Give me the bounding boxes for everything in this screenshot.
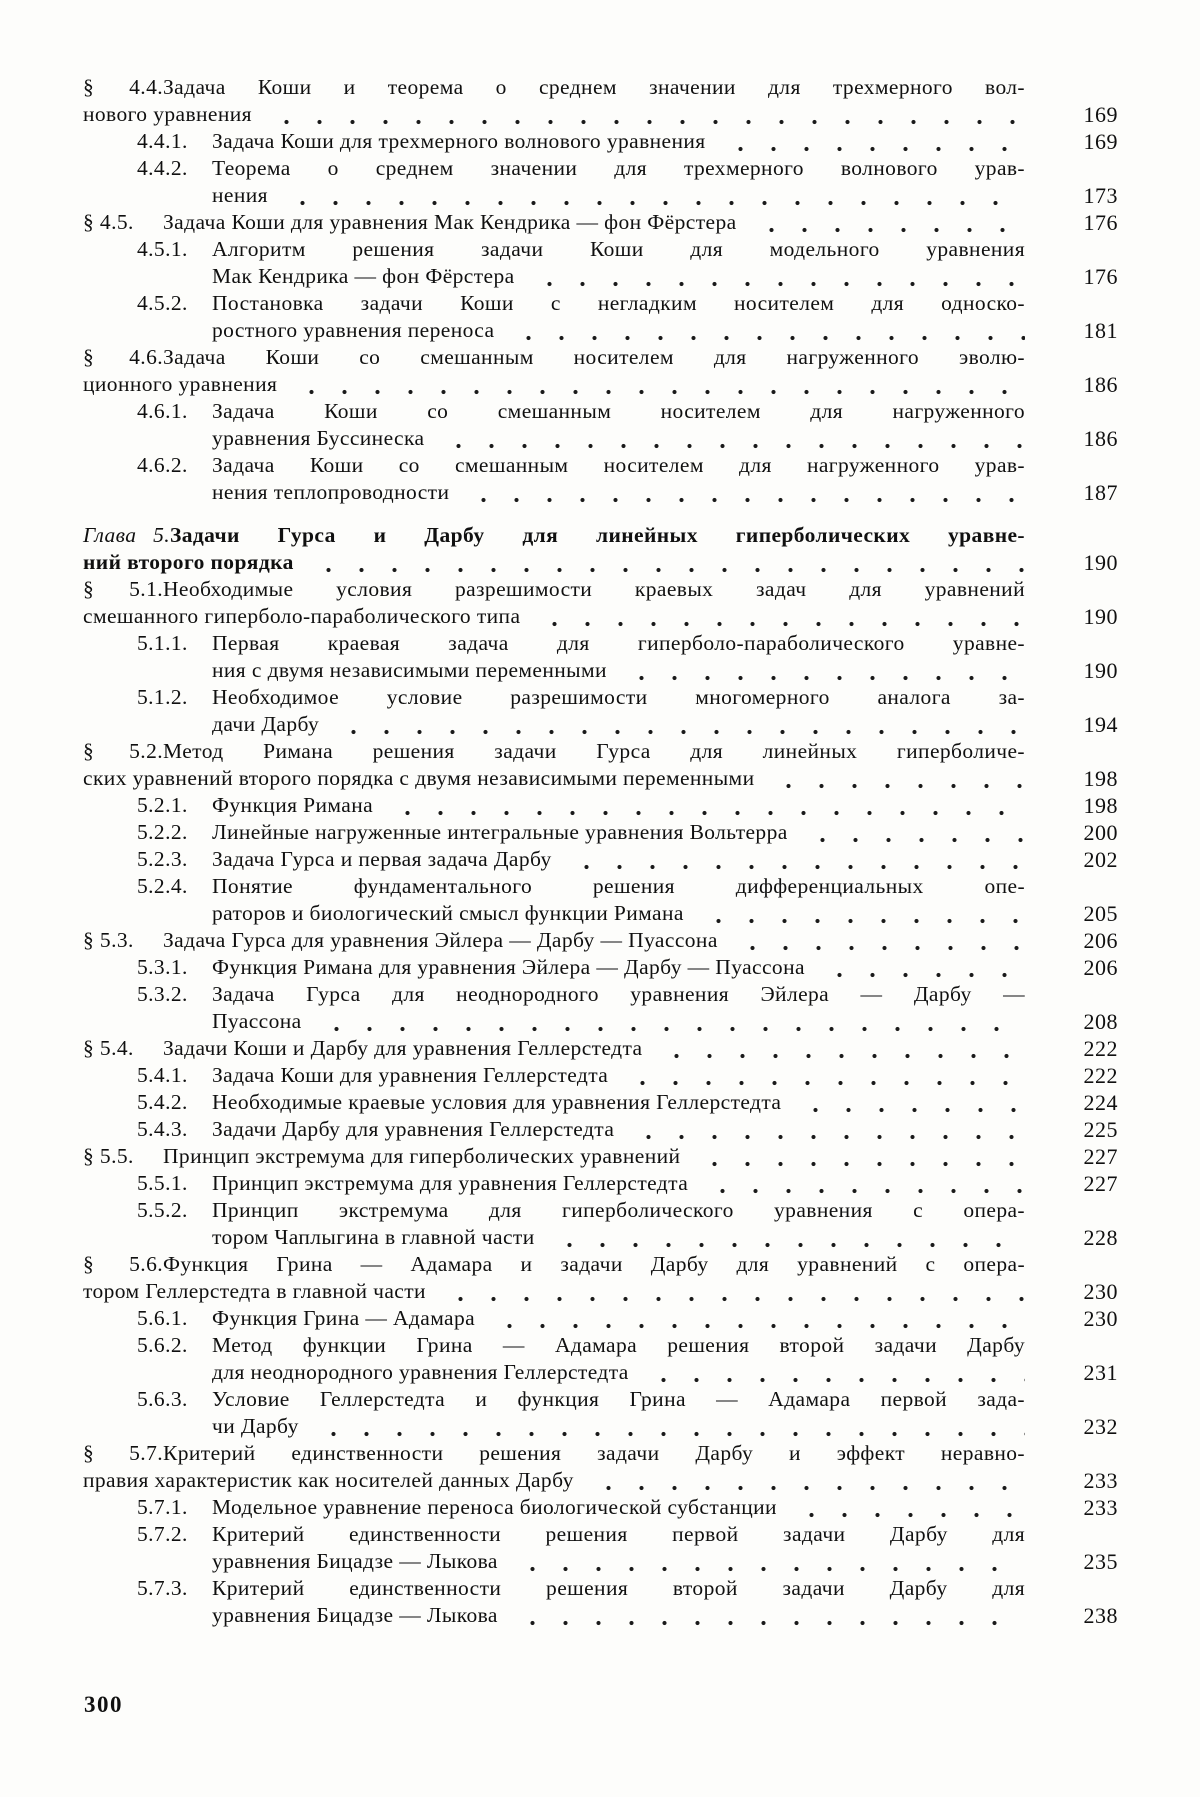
toc-entry-text: Задача Гурса для уравнения Эйлера — Дарбу — Пуассона xyxy=(163,928,718,952)
toc-entry xyxy=(83,522,1118,576)
toc-entry-number: 5.7.3. xyxy=(137,1576,188,1600)
toc-entry xyxy=(83,1494,1118,1521)
dot-leader xyxy=(726,927,1025,954)
toc-entry-page: 169 xyxy=(1083,102,1118,127)
dot-leader xyxy=(813,954,1025,981)
toc-entry xyxy=(83,236,1118,290)
toc-line xyxy=(83,846,1118,873)
toc-entry-number: 4.6.1. xyxy=(137,399,188,423)
toc-line xyxy=(83,1116,1118,1143)
toc-entry xyxy=(83,1386,1118,1440)
toc-line xyxy=(83,1602,1118,1629)
dot-leader xyxy=(785,1494,1025,1521)
toc-entry-page: 225 xyxy=(1083,1117,1118,1142)
toc-entry-text: Задачи Дарбу для уравнения Геллерстедта xyxy=(212,1117,615,1141)
toc-line xyxy=(83,711,1118,738)
toc-line xyxy=(83,155,1025,182)
toc-entry xyxy=(83,927,1118,954)
toc-entry-number: 5.3.1. xyxy=(137,955,188,979)
toc-entry-text: Функция Римана xyxy=(212,793,374,817)
toc-entry-text: Постановка задачи Коши с негладким носителем для односко- xyxy=(212,291,1025,315)
toc-line xyxy=(83,1089,1118,1116)
toc-line xyxy=(83,1008,1118,1035)
toc-entry-text: Модельное уравнение переноса биологической субстанции xyxy=(212,1495,777,1519)
toc-entry-text: Необходимое условие разрешимости многомерного аналога за- xyxy=(212,685,1025,709)
toc-entry-number: 5.6.1. xyxy=(137,1306,188,1330)
toc-entry-number: 5.5.2. xyxy=(137,1198,188,1222)
toc-entry-text: Задача Коши со смешанным носителем для нагруженного урав- xyxy=(212,453,1025,477)
toc-entry-page: 208 xyxy=(1083,1009,1118,1034)
toc-entry-page: 176 xyxy=(1083,210,1118,235)
toc-line xyxy=(83,1305,1118,1332)
toc-line xyxy=(83,657,1118,684)
toc-entry-text: нового уравнения xyxy=(83,102,252,126)
toc-entry xyxy=(83,1251,1118,1305)
toc-entry-page: 190 xyxy=(1083,658,1118,683)
toc-line xyxy=(83,1575,1025,1602)
dot-leader xyxy=(432,425,1025,452)
dot-leader xyxy=(310,1008,1025,1035)
dot-leader xyxy=(622,1116,1025,1143)
dot-leader xyxy=(714,128,1025,155)
toc-line xyxy=(83,479,1118,506)
toc-entry xyxy=(83,1062,1118,1089)
toc-entry-page: 205 xyxy=(1083,901,1118,926)
toc-entry-text: ния с двумя независимыми переменными xyxy=(212,658,607,682)
toc-entry-text: Критерий единственности решения задачи Дарбу и эффект неравно- xyxy=(163,1441,1025,1465)
dot-leader xyxy=(523,263,1025,290)
toc-entry-page: 176 xyxy=(1083,264,1118,289)
toc-entry xyxy=(83,1521,1118,1575)
folio-page-number: 300 xyxy=(84,1692,123,1717)
dot-leader xyxy=(528,603,1025,630)
toc-entry-number: 4.5.2. xyxy=(137,291,188,315)
toc-line xyxy=(83,603,1118,630)
toc-entry-number: 5.4.2. xyxy=(137,1090,188,1114)
toc-entry-number: 4.4.1. xyxy=(137,129,188,153)
toc-line xyxy=(83,954,1118,981)
toc-line xyxy=(83,1224,1118,1251)
toc-line xyxy=(83,522,1025,549)
dot-leader xyxy=(762,765,1025,792)
toc-entry-page: 230 xyxy=(1083,1306,1118,1331)
toc-line xyxy=(83,128,1118,155)
toc-line xyxy=(83,738,1025,765)
toc-entry-page: 202 xyxy=(1083,847,1118,872)
toc-entry-text: Задачи Гурса и Дарбу для линейных гиперболических уравне- xyxy=(170,523,1025,547)
toc-entry-text: Критерий единственности решения второй задачи Дарбу для xyxy=(212,1576,1025,1600)
dot-leader xyxy=(615,657,1025,684)
toc-entry-page: 222 xyxy=(1083,1036,1118,1061)
toc-line xyxy=(83,398,1025,425)
toc-line xyxy=(83,182,1118,209)
toc-entry-page: 198 xyxy=(1083,793,1118,818)
dot-leader xyxy=(796,819,1025,846)
toc-line xyxy=(83,101,1118,128)
dot-leader xyxy=(692,900,1025,927)
toc-entry-text: Теорема о среднем значении для трехмерного волнового урав- xyxy=(212,156,1025,180)
toc-entry-number: § 5.6. xyxy=(83,1252,163,1276)
toc-entry-text: Принцип экстремума для гиперболических уравнений xyxy=(163,1144,681,1168)
toc-entry-text: для неоднородного уравнения Геллерстедта xyxy=(212,1360,629,1384)
toc-entry-text: Метод функции Грина — Адамара решения второй задачи Дарбу xyxy=(212,1333,1025,1357)
toc-entry xyxy=(83,873,1118,927)
toc-entry-page: 181 xyxy=(1083,318,1118,343)
toc-line xyxy=(83,290,1025,317)
toc-entry-text: Алгоритм решения задачи Коши для модельного уравнения xyxy=(212,237,1025,261)
toc-line xyxy=(83,452,1025,479)
toc-entry xyxy=(83,1305,1118,1332)
toc-entry-text: Мак Кендрика — фон Фёрстера xyxy=(212,264,515,288)
toc-entry xyxy=(83,738,1118,792)
toc-entry-text: раторов и биологический смысл функции Римана xyxy=(212,901,684,925)
toc-entry-text: Задача Коши и теорема о среднем значении для трехмерного вол- xyxy=(163,75,1025,99)
toc-entry-text: тором Геллерстедта в главной части xyxy=(83,1279,426,1303)
toc-entry-text: нения теплопроводности xyxy=(212,480,450,504)
toc-line xyxy=(83,1494,1118,1521)
toc-entry xyxy=(83,846,1118,873)
dot-leader xyxy=(637,1359,1025,1386)
toc-line xyxy=(83,549,1118,576)
toc-entry-number: 5.1.1. xyxy=(137,631,188,655)
toc-line xyxy=(83,684,1025,711)
toc-entry-number: § 5.1. xyxy=(83,577,163,601)
toc-entry-number: § 4.6. xyxy=(83,345,163,369)
toc-entry-page: 224 xyxy=(1083,1090,1118,1115)
toc-entry-page: 232 xyxy=(1083,1414,1118,1439)
dot-leader xyxy=(457,479,1025,506)
toc-entry-page: 228 xyxy=(1083,1225,1118,1250)
toc-entry-number: 4.5.1. xyxy=(137,237,188,261)
toc-line xyxy=(83,927,1118,954)
toc-entry-number: 5.2.2. xyxy=(137,820,188,844)
dot-leader xyxy=(582,1467,1025,1494)
toc-entry-page: 227 xyxy=(1083,1144,1118,1169)
toc-entry-number: § 5.5. xyxy=(83,1144,134,1168)
toc-line xyxy=(83,1440,1025,1467)
toc-line xyxy=(83,1062,1118,1089)
toc-line xyxy=(83,1035,1118,1062)
toc-entry-number: 5.6.2. xyxy=(137,1333,188,1357)
toc-entry xyxy=(83,398,1118,452)
dot-leader xyxy=(688,1143,1025,1170)
toc-entry-page: 233 xyxy=(1083,1495,1118,1520)
toc-line xyxy=(83,1521,1025,1548)
toc-entry xyxy=(83,630,1118,684)
toc-entry-number: 5.2.1. xyxy=(137,793,188,817)
toc-entry-text: Пуассона xyxy=(212,1009,302,1033)
toc-entry xyxy=(83,1170,1118,1197)
toc-entry-text: ний второго порядка xyxy=(83,550,294,574)
toc-entry-text: уравнения Буссинеска xyxy=(212,426,425,450)
toc-entry-page: 206 xyxy=(1083,928,1118,953)
toc-entry-text: нения xyxy=(212,183,268,207)
toc-entry xyxy=(83,290,1118,344)
toc-entry xyxy=(83,1332,1118,1386)
dot-leader xyxy=(696,1170,1025,1197)
toc-entry-number: § 4.5. xyxy=(83,210,134,234)
toc-line xyxy=(83,819,1118,846)
dot-leader xyxy=(650,1035,1025,1062)
toc-entry-page: 233 xyxy=(1083,1468,1118,1493)
toc-entry xyxy=(83,576,1118,630)
toc-entry-text: Задача Коши для уравнения Мак Кендрика — фон Фёрстера xyxy=(163,210,737,234)
toc-entry-text: дачи Дарбу xyxy=(212,712,320,736)
dot-leader xyxy=(327,711,1025,738)
toc-line xyxy=(83,1386,1025,1413)
toc-line xyxy=(83,873,1025,900)
toc-entry-page: 173 xyxy=(1083,183,1118,208)
toc-line xyxy=(83,630,1025,657)
toc-entry xyxy=(83,1143,1118,1170)
toc-line xyxy=(83,576,1025,603)
toc-entry-text: Задача Коши со смешанным носителем для нагруженного эволю- xyxy=(163,345,1025,369)
dot-leader xyxy=(285,371,1025,398)
toc-entry xyxy=(83,981,1118,1035)
toc-entry-text: тором Чаплыгина в главной части xyxy=(212,1225,535,1249)
toc-line xyxy=(83,900,1118,927)
toc-entry-number: 5.2.4. xyxy=(137,874,188,898)
toc-entry xyxy=(83,1197,1118,1251)
toc-entry-text: правия характеристик как носителей данных Дарбу xyxy=(83,1468,574,1492)
toc-line xyxy=(83,1251,1025,1278)
toc-entry-text: Задача Гурса для неоднородного уравнения Эйлера — Дарбу — xyxy=(212,982,1025,1006)
toc-entry-text: Условие Геллерстедта и функция Грина — Адамара первой зада- xyxy=(212,1387,1025,1411)
toc-entry-text: ростного уравнения переноса xyxy=(212,318,495,342)
toc-entry xyxy=(83,792,1118,819)
dot-leader xyxy=(483,1305,1025,1332)
toc-entry-text: Функция Римана для уравнения Эйлера — Дарбу — Пуассона xyxy=(212,955,805,979)
toc-entry-text: Задача Коши для уравнения Геллерстедта xyxy=(212,1063,609,1087)
toc-entry xyxy=(83,1575,1118,1629)
dot-leader xyxy=(616,1062,1025,1089)
toc-entry-number: § 5.4. xyxy=(83,1036,134,1060)
toc-entry xyxy=(83,74,1118,128)
toc-entry-text: Метод Римана решения задачи Гурса для линейных гиперболиче- xyxy=(163,739,1025,763)
toc-line xyxy=(83,1467,1118,1494)
dot-leader xyxy=(560,846,1025,873)
toc-entry-number: 5.4.3. xyxy=(137,1117,188,1141)
toc-line xyxy=(83,792,1118,819)
toc-line xyxy=(83,263,1118,290)
toc-entry xyxy=(83,1440,1118,1494)
toc-entry-text: Необходимые условия разрешимости краевых задач для уравнений xyxy=(163,577,1025,601)
toc-entry-number: 4.4.2. xyxy=(137,156,188,180)
dot-leader xyxy=(502,317,1025,344)
toc-entry-number: § 5.7. xyxy=(83,1441,163,1465)
toc-line xyxy=(83,74,1025,101)
toc-entry-page: 190 xyxy=(1083,604,1118,629)
toc-line xyxy=(83,981,1025,1008)
toc-entry-number: 5.1.2. xyxy=(137,685,188,709)
dot-leader xyxy=(302,549,1025,576)
toc-entry-text: Необходимые краевые условия для уравнения Геллерстедта xyxy=(212,1090,782,1114)
toc-entry-page: 230 xyxy=(1083,1279,1118,1304)
dot-leader xyxy=(434,1278,1025,1305)
dot-leader xyxy=(307,1413,1025,1440)
toc-entry-text: Принцип экстремума для гиперболического уравнения с опера- xyxy=(212,1198,1025,1222)
toc-entry-text: чи Дарбу xyxy=(212,1414,299,1438)
toc-entry xyxy=(83,954,1118,981)
toc-entry-number: 5.7.2. xyxy=(137,1522,188,1546)
toc-entry-text: Понятие фундаментального решения дифференциальных опе- xyxy=(212,874,1025,898)
toc-line xyxy=(83,317,1118,344)
toc-entry-page: 227 xyxy=(1083,1171,1118,1196)
toc-entry-text: ционного уравнения xyxy=(83,372,278,396)
toc-line xyxy=(83,236,1025,263)
toc-line xyxy=(83,425,1118,452)
toc-line xyxy=(83,765,1118,792)
toc-entry-text: Функция Грина — Адамара и задачи Дарбу для уравнений с опера- xyxy=(163,1252,1025,1276)
dot-leader xyxy=(260,101,1025,128)
toc-entry xyxy=(83,819,1118,846)
toc-line xyxy=(83,1548,1118,1575)
toc-entry-text: ских уравнений второго порядка с двумя независимыми переменными xyxy=(83,766,755,790)
dot-leader xyxy=(276,182,1025,209)
toc-entry-page: 186 xyxy=(1083,372,1118,397)
toc-line xyxy=(83,1413,1118,1440)
toc-entry-text: Задача Коши со смешанным носителем для нагруженного xyxy=(212,399,1025,423)
toc-entry-number: 4.6.2. xyxy=(137,453,188,477)
toc-entry-page: 231 xyxy=(1083,1360,1118,1385)
toc-entry-number: 5.2.3. xyxy=(137,847,188,871)
dot-leader xyxy=(506,1602,1025,1629)
toc-entry-page: 186 xyxy=(1083,426,1118,451)
toc-entry-page: 169 xyxy=(1083,129,1118,154)
toc-entry xyxy=(83,155,1118,209)
toc-entry-text: Задача Коши для трехмерного волнового уравнения xyxy=(212,129,706,153)
toc-entry-page: 190 xyxy=(1083,550,1118,575)
dot-leader xyxy=(506,1548,1025,1575)
toc-entry-page: 194 xyxy=(1083,712,1118,737)
toc-line xyxy=(83,1359,1118,1386)
toc-entry-number: 5.6.3. xyxy=(137,1387,188,1411)
toc-line xyxy=(83,371,1118,398)
toc-entry-text: смешанного гиперболо-параболического типа xyxy=(83,604,521,628)
toc-entry-text: Линейные нагруженные интегральные уравнения Вольтерра xyxy=(212,820,788,844)
toc-entry-page: 235 xyxy=(1083,1549,1118,1574)
toc-line xyxy=(83,344,1025,371)
toc-entry-number: 5.5.1. xyxy=(137,1171,188,1195)
toc-list xyxy=(83,74,1118,1629)
toc-entry xyxy=(83,452,1118,506)
toc-entry-text: уравнения Бицадзе — Лыкова xyxy=(212,1549,498,1573)
toc-entry xyxy=(83,1035,1118,1062)
toc-entry-page: 200 xyxy=(1083,820,1118,845)
toc-entry-number: § 4.4. xyxy=(83,75,163,99)
toc-entry xyxy=(83,1116,1118,1143)
toc-entry-text: Принцип экстремума для уравнения Геллерстедта xyxy=(212,1171,689,1195)
toc-line xyxy=(83,209,1118,236)
toc-entry-text: Критерий единственности решения первой задачи Дарбу для xyxy=(212,1522,1025,1546)
toc-entry-number: 5.4.1. xyxy=(137,1063,188,1087)
toc-entry-text: уравнения Бицадзе — Лыкова xyxy=(212,1603,498,1627)
toc-entry-page: 206 xyxy=(1083,955,1118,980)
toc-entry xyxy=(83,1089,1118,1116)
toc-entry-number: 5.7.1. xyxy=(137,1495,188,1519)
toc-entry-number: § 5.3. xyxy=(83,928,134,952)
toc-entry xyxy=(83,209,1118,236)
dot-leader xyxy=(543,1224,1025,1251)
toc-entry-page: 222 xyxy=(1083,1063,1118,1088)
toc-line xyxy=(83,1143,1118,1170)
toc-entry-text: Функция Грина — Адамара xyxy=(212,1306,476,1330)
toc-line xyxy=(83,1332,1025,1359)
toc-line xyxy=(83,1170,1118,1197)
toc-entry-page: 238 xyxy=(1083,1603,1118,1628)
toc-entry-number: 5.3.2. xyxy=(137,982,188,1006)
dot-leader xyxy=(745,209,1025,236)
toc-entry xyxy=(83,684,1118,738)
toc-entry-number: Глава 5. xyxy=(83,523,170,547)
dot-leader xyxy=(381,792,1025,819)
toc-entry-page: 187 xyxy=(1083,480,1118,505)
toc-entry xyxy=(83,344,1118,398)
toc-entry-number: § 5.2. xyxy=(83,739,163,763)
toc-line xyxy=(83,1278,1118,1305)
toc-entry-text: Задача Гурса и первая задача Дарбу xyxy=(212,847,552,871)
toc-entry-text: Первая краевая задача для гиперболо-параболического уравне- xyxy=(212,631,1025,655)
toc-entry xyxy=(83,128,1118,155)
toc-entry-text: Задачи Коши и Дарбу для уравнения Геллерстедта xyxy=(163,1036,643,1060)
dot-leader xyxy=(789,1089,1025,1116)
toc-line xyxy=(83,1197,1025,1224)
toc-entry-page: 198 xyxy=(1083,766,1118,791)
